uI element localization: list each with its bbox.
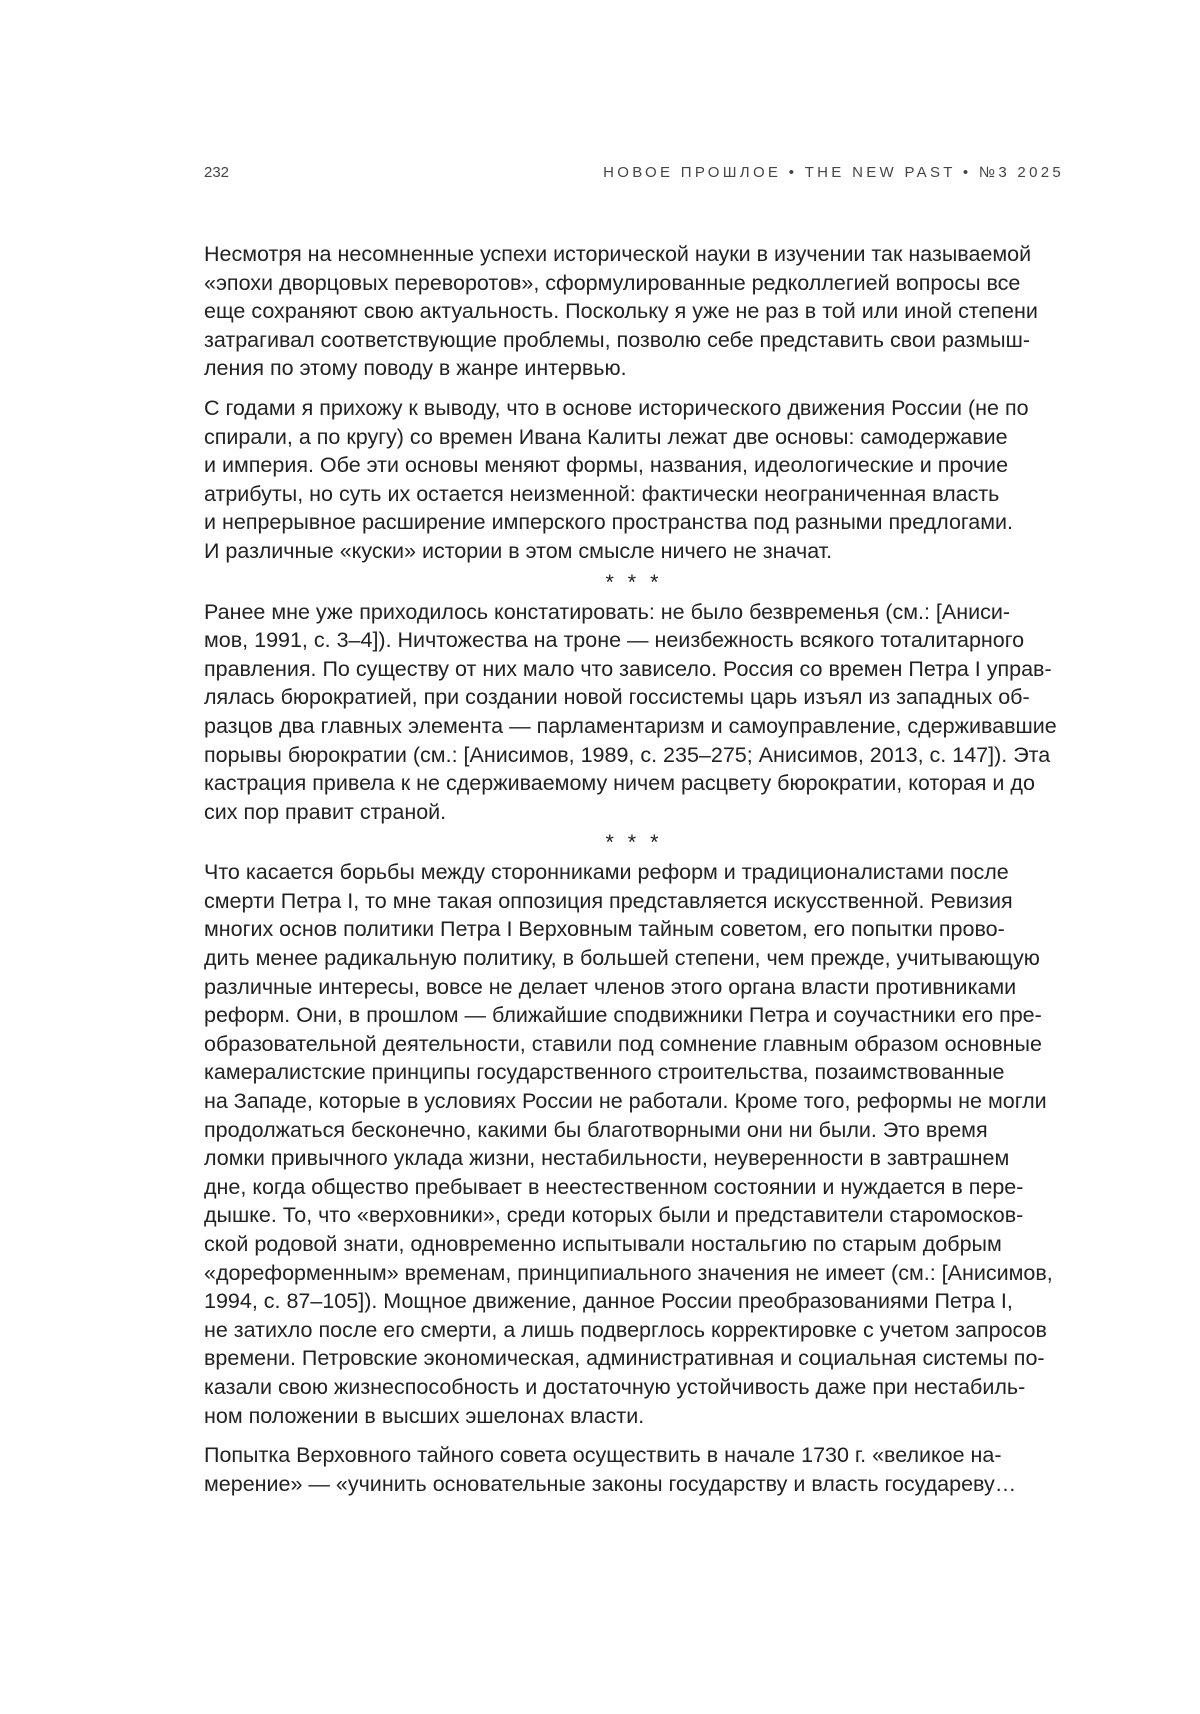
text-line: продолжаться бесконечно, какими бы благотворными они ни были. Это время <box>204 1117 988 1142</box>
text-line: лялась бюрократией, при создании новой госсистемы царь изъял из западных об- <box>204 685 1030 710</box>
text-line: дне, когда общество пребывает в неестественном состоянии и нуждается в пере- <box>204 1174 1024 1199</box>
text-line: на Западе, которые в условиях России не работали. Кроме того, реформы не могли <box>204 1089 1047 1114</box>
text-line: образовательной деятельности, ставили под сомнение главным образом основные <box>204 1031 1042 1056</box>
text-line: сих пор правит страной. <box>204 799 447 824</box>
text-line: многих основ политики Петра I Верховным тайным советом, его попытки прово- <box>204 917 1005 942</box>
section-separator: * * * <box>605 830 663 855</box>
text-line: Ранее мне уже приходилось констатировать: не было безвременья (см.: [Аниси- <box>204 599 1011 624</box>
paragraph-supreme-council <box>204 1441 1064 1498</box>
text-line: ломки привычного уклада жизни, нестабильности, неуверенности в завтрашнем <box>204 1146 1010 1171</box>
text-line: Несмотря на несомненные успехи исторической науки в изучении так называемой <box>204 242 1032 266</box>
text-line: Что касается борьбы между сторонниками реформ и традиционалистами после <box>204 860 1009 885</box>
text-line: дышке. То, что «верховники», среди которых были и представители старомосков- <box>204 1203 1024 1228</box>
text-line: реформ. Они, в прошлом — ближайшие сподвижники Петра и соучастники его пре- <box>204 1003 1042 1028</box>
page-number: 232 <box>204 164 230 181</box>
text-line: разцов два главных элемента — парламентаризм и самоуправление, сдерживавшие <box>204 713 1057 738</box>
section-separator: * * * <box>605 569 663 594</box>
text-line: различные интересы, вовсе не делает членов этого органа власти противниками <box>204 974 1017 999</box>
text-line: камералистские принципы государственного строительства, позаимствованные <box>204 1060 1005 1085</box>
text-line: кастрация привела к не сдерживаемому ничем расцвету бюрократии, которая и до <box>204 771 1035 796</box>
article-body <box>204 240 1064 1498</box>
text-line: ном положении в высших эшелонах власти. <box>204 1403 645 1428</box>
paragraph-intro <box>204 240 1064 383</box>
text-line: порывы бюрократии (см.: [Анисимов, 1989, с. 235–275; Анисимов, 2013, с. 147]). Эта <box>204 742 1051 767</box>
text-line: затрагивал соответствующие проблемы, позволю себе представить свои размыш- <box>204 327 1030 352</box>
page-header <box>204 164 1064 188</box>
text-line: мов, 1991, с. 3–4]). Ничтожества на троне — неизбежность всякого тоталитарного <box>204 628 1025 653</box>
text-line: И различные «куски» истории в этом смысле ничего не значат. <box>204 538 833 563</box>
text-line: 1994, с. 87–105]). Мощное движение, данное России преобразованиями Петра I, <box>204 1289 1013 1314</box>
text-line: Попытка Верховного тайного совета осуществить в начале 1730 г. «великое на- <box>204 1443 1002 1468</box>
text-line: дить менее радикальную политику, в большей степени, чем прежде, учитывающую <box>204 946 1040 971</box>
text-line: атрибуты, но суть их остается неизменной: фактически неограниченная власть <box>204 481 1000 506</box>
text-line: «дореформенным» временам, принципиального значения не имеет (см.: [Анисимов, <box>204 1260 1053 1285</box>
text-line: правления. По существу от них мало что зависело. Россия со времен Петра I управ- <box>204 656 1052 681</box>
text-line: еще сохраняют свою актуальность. Поскольку я уже не раз в той или иной степени <box>204 299 1038 324</box>
text-line: и непрерывное расширение имперского пространства под разными предлогами. <box>204 510 1014 535</box>
text-line: не затихло после его смерти, а лишь подверглось корректировке с учетом запросов <box>204 1317 1047 1342</box>
paragraph-bureaucracy <box>204 598 1064 827</box>
text-line: времени. Петровские экономическая, административная и социальная системы по- <box>204 1346 1045 1371</box>
paragraph-reformers <box>204 858 1064 1430</box>
text-line: и империя. Обе эти основы меняют формы, названия, идеологические и прочие <box>204 453 1009 478</box>
text-line: смерти Петра I, то мне такая оппозиция представляется искусственной. Ревизия <box>204 888 1013 913</box>
text-line: ской родовой знати, одновременно испытывали ностальгию по старым добрым <box>204 1232 1002 1256</box>
text-line: ления по этому поводу в жанре интервью. <box>204 356 627 381</box>
running-title: НОВОЕ ПРОШЛОЕ • THE NEW PAST • №3 2025 <box>603 164 1064 181</box>
text-line: спирали, а по кругу) со времен Ивана Калиты лежат две основы: самодержавие <box>204 424 1008 449</box>
text-line: казали свою жизнеспособность и достаточную устойчивость даже при нестабиль- <box>204 1374 1026 1399</box>
text-line: «эпохи дворцовых переворотов», сформулированные редколлегией вопросы все <box>204 270 1021 295</box>
text-line: С годами я прихожу к выводу, что в основе исторического движения России (не по <box>204 395 1029 420</box>
paragraph-autocracy-empire <box>204 394 1064 566</box>
text-line: мерение» — «учинить основательные законы государству и власть государеву… <box>204 1471 1017 1496</box>
